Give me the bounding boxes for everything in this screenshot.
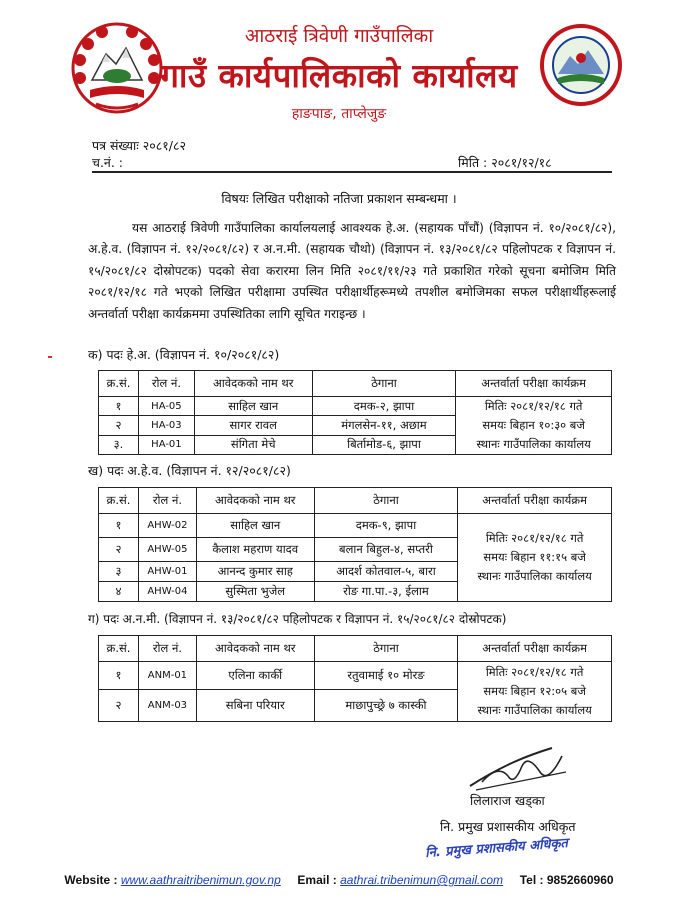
cell-sn: १: [99, 662, 139, 690]
section-title: ग) पदः अ.न.मी. (विज्ञापन नं. १३/२०८१/८२ पहिलोपटक र विज्ञापन नं. १५/२०८१/८२ दोस्रोपटक): [88, 612, 507, 626]
cell-sn: ३: [99, 562, 139, 582]
section-title: ख) पदः अ.हे.व. (विज्ञापन नं. १२/२०८१/८२): [88, 463, 291, 478]
reference-value: २०८१/८२: [142, 138, 186, 153]
column-header-roll: रोल नं.: [138, 371, 194, 397]
cell-address: मंगलसेन-११, अछाम: [312, 416, 456, 435]
header-divider: [92, 171, 612, 173]
phone-label: Tel :: [519, 873, 544, 887]
interview-schedule: [458, 662, 612, 722]
signatory-name: लिलाराज खड्का: [470, 793, 545, 808]
column-header-sn: क्र.सं.: [99, 371, 139, 397]
date-label: मिति :: [458, 155, 488, 170]
results-table: [98, 370, 612, 455]
email-link[interactable]: aathrai.tribenimun@gmail.com: [340, 873, 504, 887]
schedule-date: मितिः २०८१/१२/१८ गते: [484, 399, 583, 413]
notice-body: यस आठराई त्रिवेणी गाउँपालिका कार्यालयलाई आवश्यक हे.अ. (सहायक पाँचौं) (विज्ञापन नं. १०/२०८१/८२), अ.हे.व. (विज्ञापन नं. १२/२०८१/८२) र अ.न.मी. (सहायक चौथो) (विज्ञापन नं. १३/२०८१/८२ पहिलोपटक र विज्ञापन नं. १५/२०८१/८२ दोस्रोपटक) पदको सेवा करारमा लिन मिति २०८१/११/२३ गते प्रकाशित गरेको सूचना बमोजिम मिति २०८१/१२/१८ गते भएको लिखित परीक्षामा उपस्थित परीक्षार्थीहरूमध्ये तपशील बमोजिमका सफल परीक्षार्थीहरूलाई अन्तर्वार्ता परीक्षा कार्यक्रममा उपस्थितिका लागि सूचित गराइन्छ ।: [88, 221, 616, 321]
email-label: Email :: [297, 873, 337, 887]
column-header-name: आवेदकको नाम थर: [196, 636, 314, 662]
reference-label: पत्र संख्याः: [92, 138, 139, 153]
cell-name: आनन्द कुमार साह: [196, 562, 314, 582]
column-header-schedule: अन्तर्वार्ता परीक्षा कार्यक्रम: [458, 488, 612, 514]
signatory-designation: नि. प्रमुख प्रशासकीय अधिकृत: [440, 819, 576, 834]
ink-mark: [48, 356, 52, 358]
cell-roll: AHW-05: [138, 538, 196, 562]
office-location: हाङपाङ, ताप्लेजुङ: [291, 106, 387, 122]
column-header-address: ठेगाना: [314, 636, 458, 662]
reference-number: [92, 137, 186, 154]
cell-roll: HA-01: [138, 435, 194, 454]
cell-name: एलिना कार्की: [196, 662, 314, 690]
column-header-address: ठेगाना: [312, 371, 456, 397]
cell-roll: HA-05: [138, 397, 194, 416]
table-row: [99, 514, 612, 538]
schedule-time: समयः बिहान १०:३० बजे: [482, 418, 585, 432]
results-table: [98, 487, 612, 602]
schedule-date: मितिः २०८१/१२/१८ गते: [485, 531, 584, 545]
letter-subject: विषयः लिखित परीक्षाको नतिजा प्रकाशन सम्बन्धमा ।: [221, 191, 457, 206]
cell-name: संगिता मेचे: [194, 435, 312, 454]
table-row: [99, 397, 612, 416]
handwritten-signature-icon: [462, 742, 582, 798]
cell-sn: १: [99, 514, 139, 538]
column-header-roll: रोल नं.: [138, 488, 196, 514]
website-label: Website :: [64, 873, 118, 887]
schedule-time: समयः बिहान ११:१५ बजे: [483, 550, 586, 564]
table-row: [99, 662, 612, 690]
cell-address: बिर्तामोड-६, झापा: [312, 435, 456, 454]
schedule-venue: स्थानः गाउँपालिका कार्यालय: [476, 437, 591, 451]
official-stamp: नि. प्रमुख प्रशासकीय अधिकृत: [424, 836, 569, 861]
schedule-date: मितिः २०८१/१२/१८ गते: [485, 665, 584, 679]
cell-address: बलान बिहुल-४, सप्तरी: [314, 538, 458, 562]
cell-name: सागर रावल: [194, 416, 312, 435]
website-link[interactable]: www.aathraitribenimun.gov.np: [120, 873, 281, 887]
cell-name: साहिल खान: [196, 514, 314, 538]
interview-schedule: [458, 514, 612, 602]
cell-address: माछापुच्छ्रे ७ कास्की: [314, 690, 458, 722]
cell-name: सुस्मिता भुजेल: [196, 582, 314, 602]
column-header-schedule: अन्तर्वार्ता परीक्षा कार्यक्रम: [456, 371, 612, 397]
letter-date: [458, 154, 552, 171]
schedule-venue: स्थानः गाउँपालिका कार्यालय: [477, 703, 592, 717]
phone-number: 9852660960: [546, 873, 614, 887]
cell-address: दमक-२, झापा: [312, 397, 456, 416]
column-header-roll: रोल नं.: [138, 636, 196, 662]
cell-address: दमक-९, झापा: [314, 514, 458, 538]
cell-roll: AHW-02: [138, 514, 196, 538]
cell-sn: २: [99, 690, 139, 722]
section-title: क) पदः हे.अ. (विज्ञापन नं. १०/२०८१/८२): [88, 347, 280, 362]
column-header-schedule: अन्तर्वार्ता परीक्षा कार्यक्रम: [458, 636, 612, 662]
cell-sn: ३.: [99, 435, 139, 454]
cell-roll: AHW-01: [138, 562, 196, 582]
cell-address: रोङ गा.पा.-३, ईलाम: [314, 582, 458, 602]
dispatch-number-label: च.नं. :: [92, 155, 124, 170]
schedule-time: समयः बिहान १२:०५ बजे: [483, 684, 586, 698]
results-table: [98, 635, 612, 722]
cell-name: साहिल खान: [194, 397, 312, 416]
cell-address: आदर्श कोतवाल-५, बारा: [314, 562, 458, 582]
cell-roll: ANM-03: [138, 690, 196, 722]
cell-roll: AHW-04: [138, 582, 196, 602]
schedule-venue: स्थानः गाउँपालिका कार्यालय: [477, 569, 592, 583]
cell-sn: २: [99, 538, 139, 562]
interview-schedule: [456, 397, 612, 455]
cell-name: सबिना परियार: [196, 690, 314, 722]
cell-name: कैलाश महराण यादव: [196, 538, 314, 562]
contact-footer: [0, 873, 678, 887]
date-value: २०८१/१२/१८: [491, 155, 552, 170]
column-header-name: आवेदकको नाम थर: [194, 371, 312, 397]
cell-sn: ४: [99, 582, 139, 602]
column-header-name: आवेदकको नाम थर: [196, 488, 314, 514]
column-header-sn: क्र.सं.: [99, 636, 139, 662]
cell-roll: ANM-01: [138, 662, 196, 690]
column-header-address: ठेगाना: [314, 488, 458, 514]
column-header-sn: क्र.सं.: [99, 488, 139, 514]
office-title: गाउँ कार्यपालिकाको कार्यालय: [160, 56, 518, 95]
cell-sn: १: [99, 397, 139, 416]
cell-sn: २: [99, 416, 139, 435]
cell-roll: HA-03: [138, 416, 194, 435]
municipality-name: आठराई त्रिवेणी गाउँपालिका: [244, 25, 434, 47]
cell-address: रतुवामाई १० मोरङ: [314, 662, 458, 690]
